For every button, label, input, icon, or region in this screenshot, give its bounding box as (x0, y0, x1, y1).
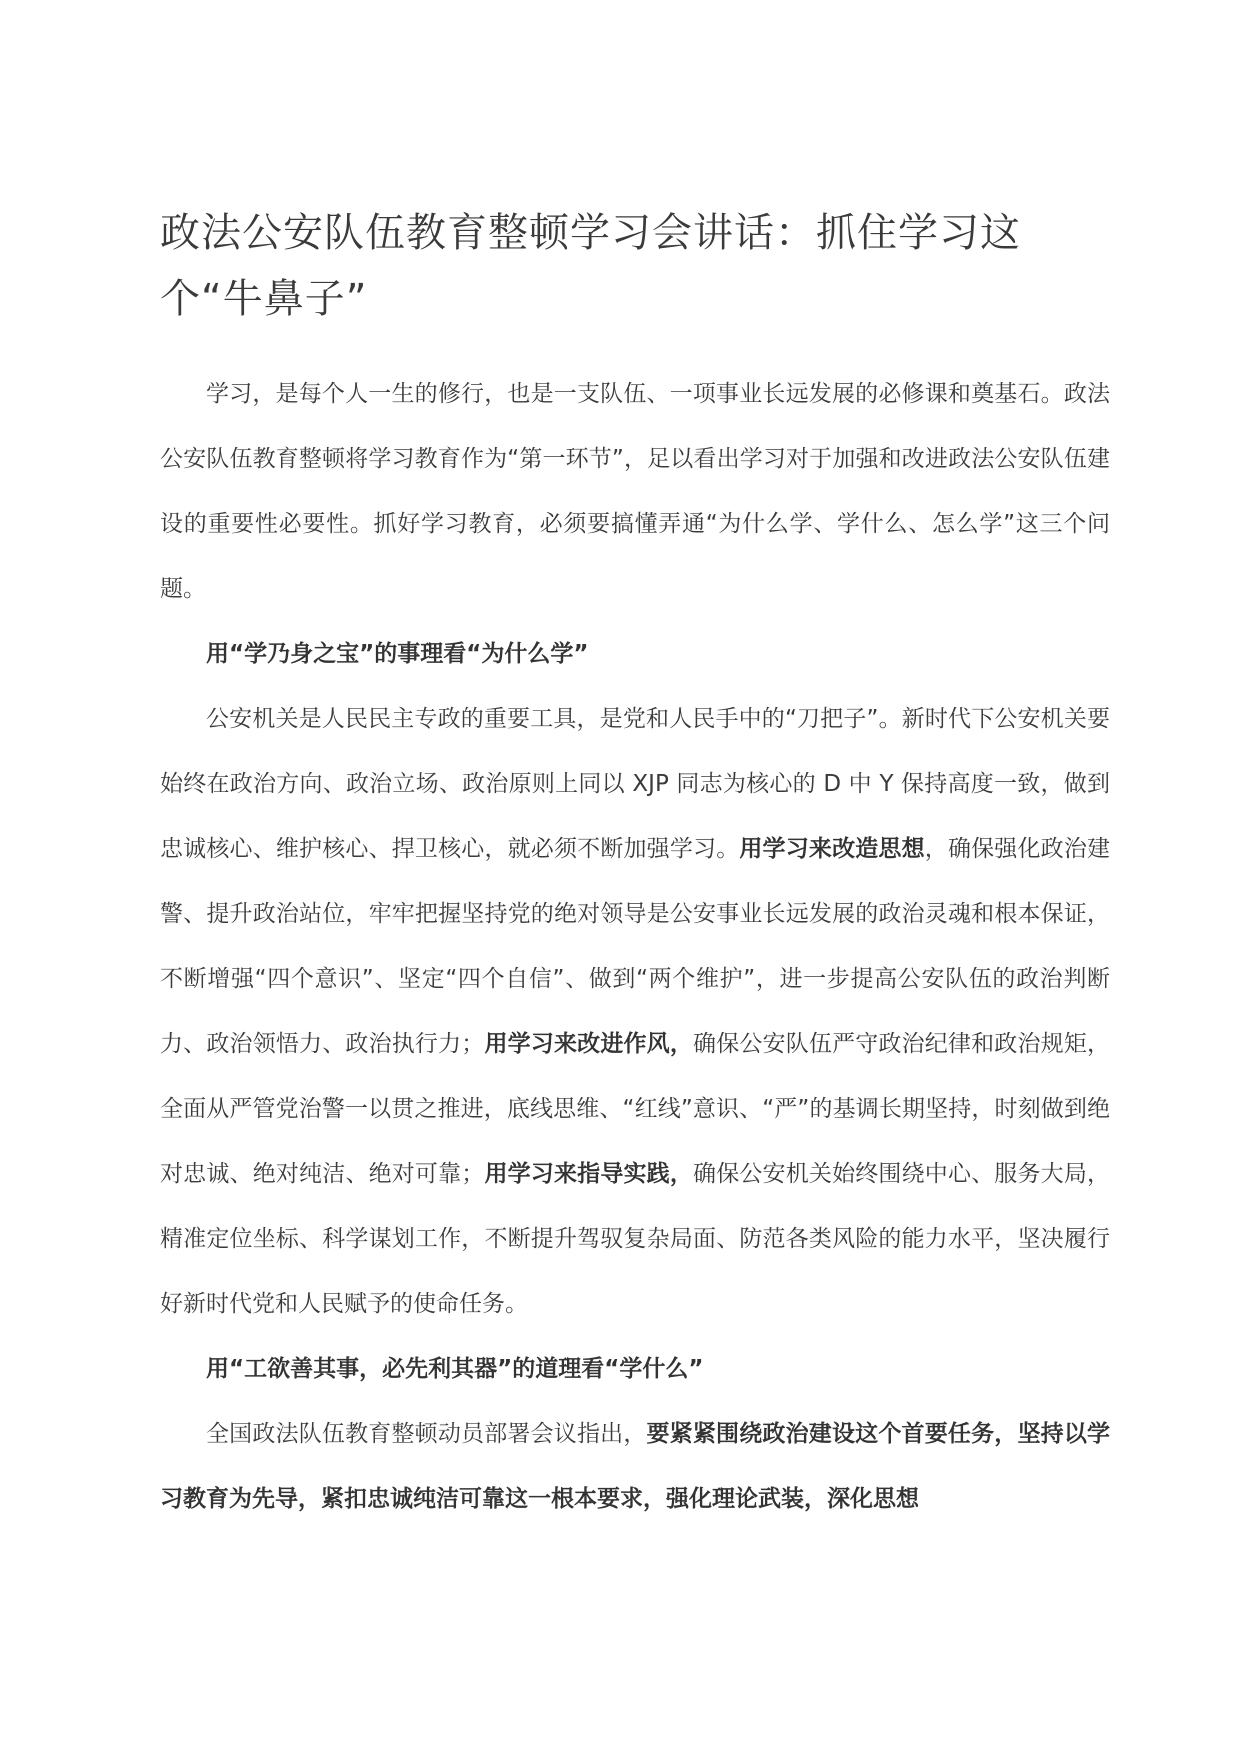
document-page (160, 200, 1110, 1532)
bold-phrase: 用学习来改造思想 (739, 836, 925, 862)
bold-phrase: 要紧紧围绕政治建设这个首要任务，坚持以学习教育为先导，紧扣忠诚纯洁可靠这一根本要求，强化理论武装，深化思想 (160, 1421, 1111, 1512)
section-what-learn-paragraph (160, 1402, 1110, 1532)
section-heading-why-learn: 用“学乃身之宝”的事理看“为什么学” (206, 641, 589, 667)
section-heading-what-learn: 用“工欲善其事，必先利其器”的道理看“学什么” (206, 1356, 704, 1382)
paragraph-text: 确保公安机关始终围绕中心、服务大局，精准定位坐标、科学谋划工作，不断提升驾驭复杂局面、防范各类风险的能力水平，坚决履行好新时代党和人民赋予的使命任务。 (160, 1161, 1111, 1317)
paragraph-text: 公安机关是人民民主专政的重要工具，是党和人民手中的“刀把子”。新时代下公安机关要始终在政治方向、政治立场、政治原则上同以 XJP 同志为核心的 D 中 Y 保持高度一致，做到忠诚核心、维护核心、捍卫核心，就必须不断加强学习。 (160, 706, 1110, 862)
document-title: 政法公安队伍教育整顿学习会讲话：抓住学习这个“牛鼻子” (160, 210, 1021, 322)
bold-phrase: 用学习来指导实践， (484, 1161, 694, 1187)
paragraph-text: ，确保强化政治建警、提升政治站位，牢牢把握坚持党的绝对领导是公安事业长远发展的政治灵魂和根本保证，不断增强“四个意识”、坚定“四个自信”、做到“两个维护”，进一步提高公安队伍的政治判断力、政治领悟力、政治执行力； (160, 836, 1111, 1057)
intro-paragraph: 学习，是每个人一生的修行，也是一支队伍、一项事业长远发展的必修课和奠基石。政法公安队伍教育整顿将学习教育作为“第一环节”，足以看出学习对于加强和改进政法公安队伍建设的重要性必要性。抓好学习教育，必须要搞懂弄通“为什么学、学什么、怎么学”这三个问题。 (160, 381, 1110, 602)
bold-phrase: 用学习来改进作风， (484, 1031, 694, 1057)
paragraph-text: 确保公安队伍严守政治纪律和政治规矩，全面从严管党治警一以贯之推进，底线思维、“红线”意识、“严”的基调长期坚持，时刻做到绝对忠诚、绝对纯洁、绝对可靠； (160, 1031, 1111, 1187)
section-why-learn-paragraph (160, 687, 1110, 1337)
paragraph-text: 全国政法队伍教育整顿动员部署会议指出， (206, 1421, 647, 1447)
